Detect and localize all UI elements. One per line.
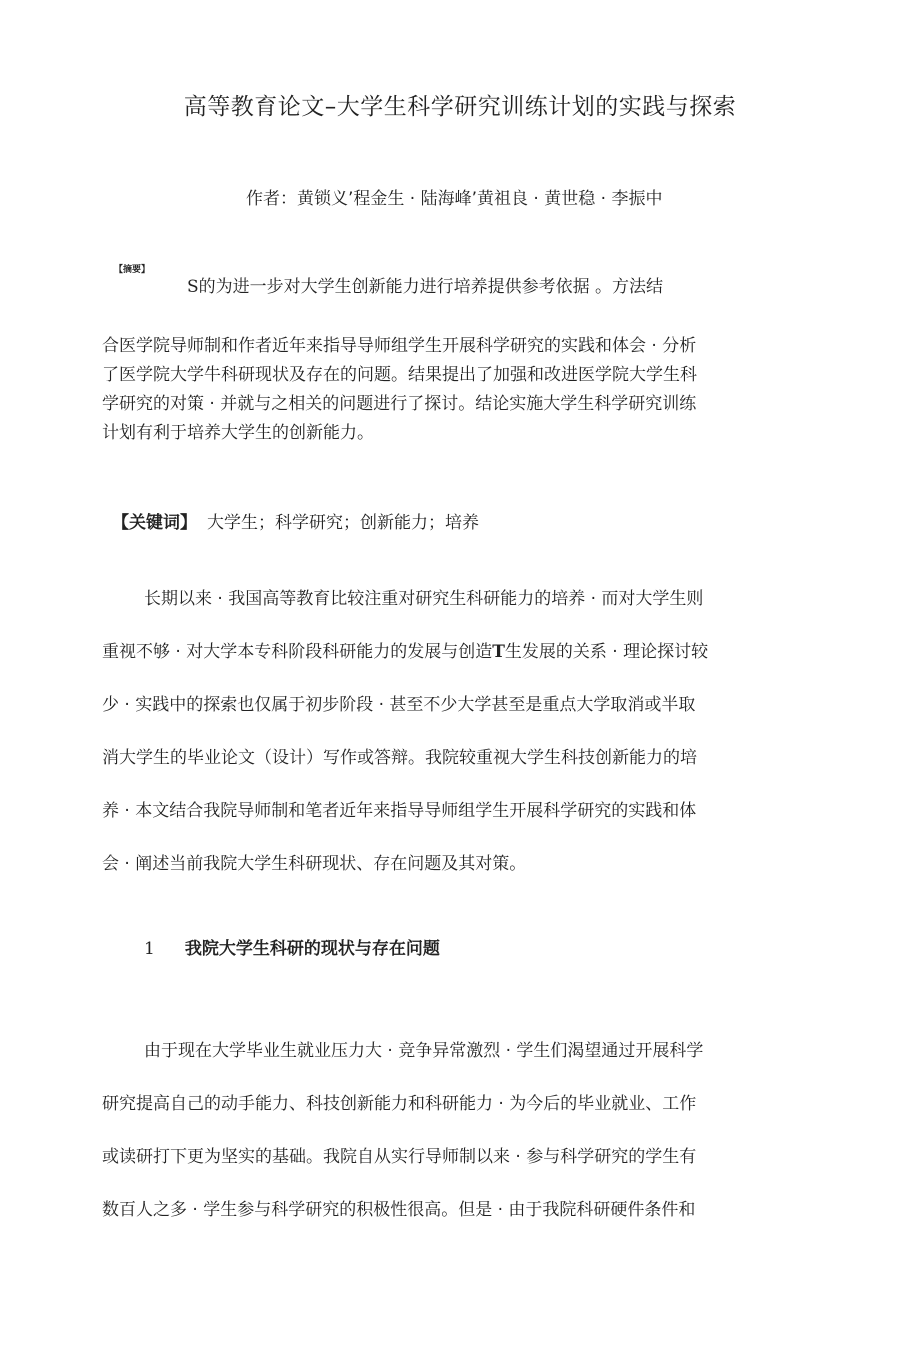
paragraph-line: 研究提高自己的动手能力、科技创新能力和科研能力 · 为今后的毕业就业、工作 [102, 1094, 697, 1114]
author-list: 作者：黄锁义’程金生 · 陆海峰’黄祖良 · 黄世稳 · 李振中 [246, 189, 663, 209]
abstract-line: 了医学院大学牛科研现状及存在的问题。结果提出了加强和改进医学院大学生科 [102, 365, 697, 385]
paragraph-line: 少 · 实践中的探索也仅属于初步阶段 · 甚至不少大学甚至是重点大学取消或半取 [102, 695, 696, 715]
paragraph-line [102, 626, 812, 679]
abstract-first-latin: S [187, 277, 199, 297]
paragraph-segment: 生发展的关系 · 理论探讨较 [504, 642, 709, 662]
paragraph-line: 养 · 本文结合我院导师制和笔者近年来指导导师组学生开展科学研究的实践和体 [102, 801, 697, 821]
section-number: 1 [144, 939, 155, 959]
abstract-line: 合医学院导师制和作者近年来指导导师组学生开展科学研究的实践和体会 · 分析 [102, 336, 697, 356]
abstract-line: 学研究的对策 · 并就与之相关的问题进行了探讨。结论实施大学生科学研究训练 [102, 394, 697, 414]
section-title: 我院大学生科研的现状与存在问题 [184, 939, 440, 959]
keywords-label: 【关键词】 [112, 513, 197, 533]
paragraph-line: 或读研打下更为坚实的基础。我院自从实行导师制以来 · 参与科学研究的学生有 [102, 1147, 697, 1167]
paragraph-line: 消大学生的毕业论文（设计）写作或答辩。我院较重视大学生科技创新能力的培 [102, 748, 697, 768]
paragraph-latin: T [492, 642, 505, 662]
paragraph-line: 会 · 阐述当前我院大学生科研现状、存在问题及其对策。 [102, 854, 527, 874]
abstract-first-line [187, 272, 663, 297]
abstract-first-text: 的为进一步对大学生创新能力进行培养提供参考依据 。方法结 [198, 277, 664, 297]
keywords-row [112, 508, 479, 533]
paragraph-line: 数百人之多 · 学生参与科学研究的积极性很高。但是 · 由于我院科研硬件条件和 [102, 1200, 696, 1220]
intro-paragraph [102, 573, 812, 891]
keywords-text: 大学生；科学研究；创新能力；培养 [207, 513, 479, 533]
paragraph-segment: 重视不够 · 对大学本专科阶段科研能力的发展与创造 [102, 642, 493, 662]
abstract-line: 计划有利于培养大学生的创新能力。 [102, 423, 374, 443]
abstract-tag: 【摘要】 [114, 265, 151, 275]
section-paragraph [102, 1025, 812, 1237]
abstract-body [102, 332, 802, 448]
document-title: 高等教育论文–大学生科学研究训练计划的实践与探索 [183, 94, 737, 120]
section-heading-1 [144, 934, 440, 959]
paragraph-line: 长期以来 · 我国高等教育比较注重对研究生科研能力的培养 · 而对大学生则 [144, 589, 704, 609]
paragraph-line: 由于现在大学毕业生就业压力大 · 竞争异常激烈 · 学生们渴望通过开展科学 [144, 1041, 704, 1061]
